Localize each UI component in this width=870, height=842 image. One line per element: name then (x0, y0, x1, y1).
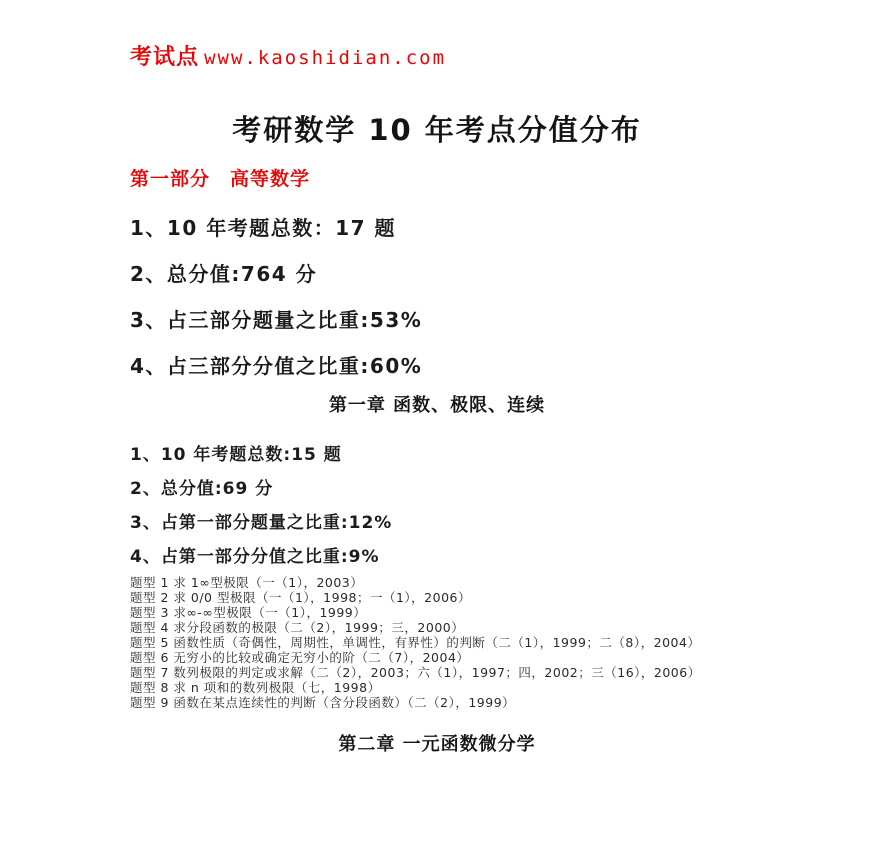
question-type-4: 题型 4 求分段函数的极限（二（2），1999；三，2000） (130, 620, 465, 636)
chapter1-stat-total-score: 2、总分值:69 分 (130, 479, 274, 500)
question-type-8: 题型 8 求 n 项和的数列极限（七，1998） (130, 680, 381, 696)
part1-stat-question-ratio: 3、占三部分题量之比重:53% (130, 307, 423, 332)
part1-stat-score-ratio: 4、占三部分分值之比重:60% (130, 353, 423, 378)
question-type-list (130, 575, 744, 710)
chapter2-heading: 第二章 一元函数微分学 (338, 734, 536, 756)
chapter1-stat-total-questions: 1、10 年考题总数:15 题 (130, 445, 342, 466)
document-content (130, 0, 744, 756)
site-logo (130, 40, 744, 71)
question-type-2: 题型 2 求 0/0 型极限（一（1），1998；一（1），2006） (130, 590, 471, 606)
part1-stat-total-questions: 1、10 年考题总数：17 题 (130, 215, 397, 240)
chapter1-stat-question-ratio: 3、占第一部分题量之比重:12% (130, 512, 393, 533)
question-type-1: 题型 1 求 1∞型极限（一（1），2003） (130, 575, 364, 591)
brand-url: www.kaoshidian.com (204, 47, 447, 69)
question-type-7: 题型 7 数列极限的判定或求解（二（2），2003；六（1），1997；四，2002；三（16），2006） (130, 665, 701, 681)
question-type-5: 题型 5 函数性质（奇偶性，周期性，单调性，有界性）的判断（二（1），1999；二（8），2004） (130, 635, 701, 651)
chapter1-heading: 第一章 函数、极限、连续 (328, 394, 546, 416)
chapter1-stat-score-ratio: 4、占第一部分分值之比重:9% (130, 546, 380, 567)
page-title: 考研数学 10 年考点分值分布 (232, 113, 642, 147)
part1-heading: 第一部分 高等数学 (130, 167, 311, 190)
question-type-9: 题型 9 函数在某点连续性的判断（含分段函数）（二（2），1999） (130, 695, 516, 711)
question-type-6: 题型 6 无穷小的比较或确定无穷小的阶（二（7），2004） (130, 650, 470, 666)
brand-name: 考试点 (130, 45, 200, 70)
question-type-3: 题型 3 求∞-∞型极限（一（1），1999） (130, 605, 367, 621)
part1-stat-total-score: 2、总分值:764 分 (130, 261, 318, 286)
